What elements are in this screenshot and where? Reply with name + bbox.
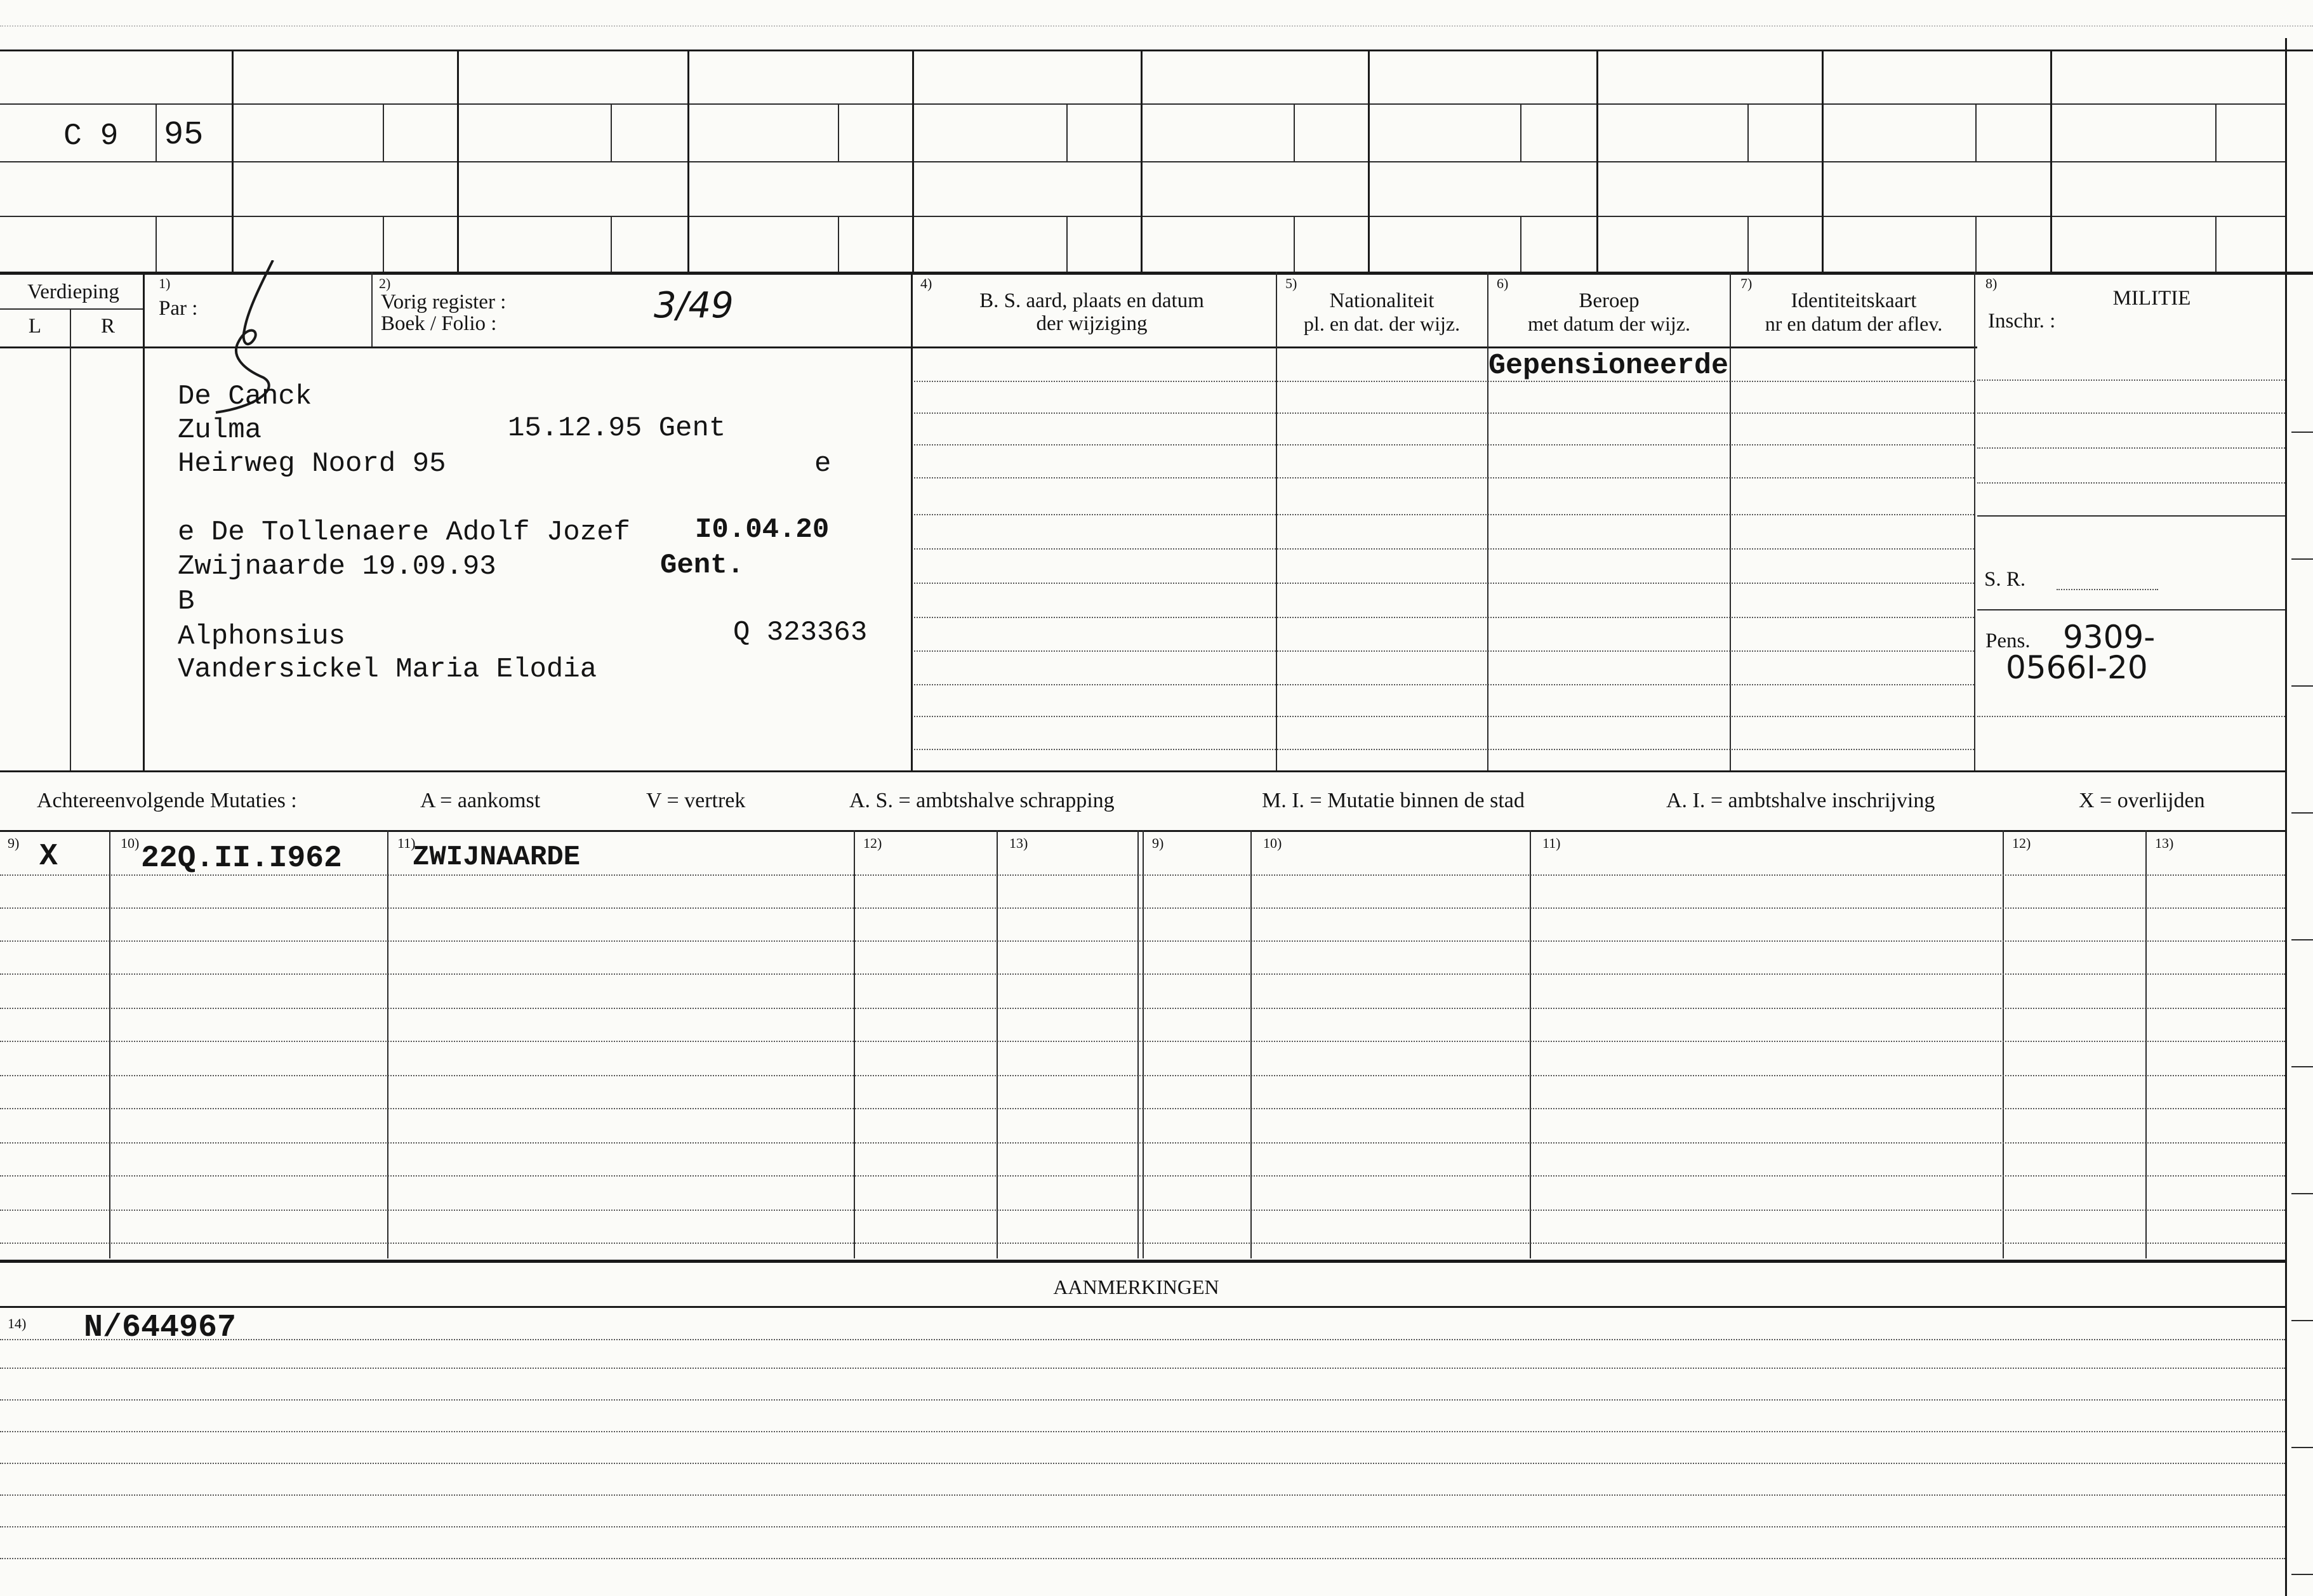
index-grid-row3 bbox=[0, 216, 2285, 217]
beroep-line2: met datum der wijz. bbox=[1528, 312, 1690, 335]
index-grid-top bbox=[0, 49, 2313, 51]
remarks-row-line bbox=[0, 1526, 2285, 1527]
index-subcol bbox=[1975, 216, 1977, 272]
mut-row-line bbox=[0, 1008, 2285, 1009]
mut-num-11b: 11) bbox=[1542, 835, 1561, 851]
index-col bbox=[2285, 38, 2287, 273]
identiteitskaart-line1: Identiteitskaart bbox=[1791, 289, 1917, 312]
index-col bbox=[687, 49, 689, 272]
remarks-row-line bbox=[0, 1339, 2285, 1340]
par-col-right bbox=[371, 272, 373, 346]
person-section-bottom bbox=[0, 770, 2285, 772]
col-num-8: 8) bbox=[1985, 275, 1998, 291]
person-mark-e: e bbox=[814, 448, 832, 480]
index-subcol bbox=[2215, 103, 2217, 161]
floor-left-label: L bbox=[28, 315, 42, 338]
col-num-2: 2) bbox=[379, 275, 391, 291]
entry-row-line bbox=[914, 716, 1974, 717]
folio-value: 3/49 bbox=[654, 285, 734, 326]
index-grid-row1 bbox=[0, 103, 2285, 105]
mut-num-10b: 10) bbox=[1263, 835, 1282, 851]
index-col bbox=[1596, 49, 1598, 272]
mother-name: Vandersickel Maria Elodia bbox=[178, 654, 597, 685]
mut-row-line bbox=[0, 1243, 2285, 1244]
legend-title: Achtereenvolgende Mutaties : bbox=[37, 789, 297, 812]
index-col bbox=[912, 49, 914, 272]
pens-number-line2: 0566I-20 bbox=[2006, 649, 2148, 686]
index-subcol bbox=[838, 103, 839, 161]
header-bottom-rule bbox=[0, 346, 1977, 348]
index-code: C 9 bbox=[63, 119, 119, 154]
edge-tick bbox=[2291, 1447, 2313, 1448]
entry-row-line bbox=[914, 381, 1974, 382]
entry-row-line bbox=[914, 617, 1974, 618]
mut-row-line bbox=[0, 1041, 2285, 1042]
id-code: Q 323363 bbox=[733, 617, 868, 649]
bs-header-line2: der wijziging bbox=[1036, 312, 1148, 335]
legend-overlijden: X = overlijden bbox=[2079, 789, 2205, 812]
mutation-place: ZWIJNAARDE bbox=[413, 841, 581, 873]
remarks-top bbox=[0, 1260, 2285, 1263]
boek-folio-label: Boek / Folio : bbox=[381, 312, 497, 335]
edge-tick bbox=[2291, 1193, 2313, 1194]
mut-col bbox=[997, 830, 998, 1258]
index-grid-row2 bbox=[0, 161, 2285, 162]
remarks-row-line bbox=[0, 1368, 2285, 1369]
letter-b: B bbox=[178, 586, 195, 617]
edge-tick bbox=[2291, 812, 2313, 814]
col-num-4: 4) bbox=[920, 275, 932, 291]
index-subcol bbox=[1294, 103, 1295, 161]
nat-col-right bbox=[1487, 272, 1488, 770]
pens-box-top bbox=[1977, 609, 2285, 610]
legend-schrapping: A. S. = ambtshalve schrapping bbox=[849, 789, 1115, 812]
mut-num-9: 9) bbox=[8, 835, 20, 851]
bs-header-line1: B. S. aard, plaats en datum bbox=[979, 289, 1204, 312]
index-subcol bbox=[611, 216, 612, 272]
mut-num-10: 10) bbox=[121, 835, 140, 851]
index-subcol bbox=[1520, 216, 1521, 272]
mut-col-double-a bbox=[1137, 830, 1139, 1258]
mut-row-line bbox=[0, 1210, 2285, 1211]
mut-row-line bbox=[0, 1075, 2285, 1076]
person-firstname: Zulma bbox=[178, 414, 262, 446]
entry-row-line bbox=[914, 749, 1974, 750]
index-subcol bbox=[1975, 103, 1977, 161]
person-address: Heirweg Noord 95 bbox=[178, 448, 446, 480]
sr-label: S. R. bbox=[1984, 568, 2026, 591]
militie-label: MILITIE bbox=[2112, 287, 2191, 310]
index-subcol bbox=[156, 103, 157, 161]
index-subcol bbox=[1066, 103, 1068, 161]
index-number: 95 bbox=[164, 116, 204, 154]
entry-row-line bbox=[914, 412, 1974, 414]
vorig-register-label: Vorig register : bbox=[381, 291, 507, 313]
mut-row-line bbox=[0, 1142, 2285, 1144]
index-col bbox=[457, 49, 459, 272]
mut-col bbox=[109, 830, 110, 1258]
par-label: Par : bbox=[159, 297, 198, 320]
remarks-row-line bbox=[0, 1494, 2285, 1496]
index-col bbox=[232, 49, 234, 272]
person-birth: 15.12.95 Gent bbox=[508, 412, 726, 444]
edge-tick bbox=[2291, 939, 2313, 940]
mut-num-9b: 9) bbox=[1152, 835, 1164, 851]
mut-col bbox=[2145, 830, 2147, 1258]
index-col bbox=[1822, 49, 1824, 272]
remarks-row-line bbox=[0, 1463, 2285, 1464]
floor-right-label: R bbox=[100, 315, 115, 338]
mut-row-line bbox=[0, 907, 2285, 909]
index-subcol bbox=[383, 216, 384, 272]
remarks-title: AANMERKINGEN bbox=[1053, 1276, 1219, 1298]
index-subcol bbox=[1747, 103, 1749, 161]
militie-row-line bbox=[1977, 447, 2285, 449]
verdieping-split bbox=[0, 308, 143, 310]
edge-tick bbox=[2291, 1574, 2313, 1575]
nationaliteit-line2: pl. en dat. der wijz. bbox=[1303, 312, 1461, 335]
father-name: Alphonsius bbox=[178, 621, 346, 652]
index-subcol bbox=[1747, 216, 1749, 272]
beroep-col-right bbox=[1730, 272, 1731, 770]
edge-tick bbox=[2291, 685, 2313, 687]
edge-tick bbox=[2291, 1066, 2313, 1067]
mut-col bbox=[1250, 830, 1252, 1258]
mut-row-line bbox=[0, 1175, 2285, 1177]
entry-row-line bbox=[914, 477, 1974, 478]
militie-row-line bbox=[1977, 412, 2285, 414]
mut-col-double-b bbox=[1143, 830, 1144, 1258]
mut-num-12b: 12) bbox=[2012, 835, 2031, 851]
mut-num-13: 13) bbox=[1009, 835, 1028, 851]
mut-col bbox=[2003, 830, 2004, 1258]
person-col-right bbox=[911, 272, 913, 770]
militie-row-line bbox=[1977, 716, 2285, 717]
legend-mutatie: M. I. = Mutatie binnen de stad bbox=[1262, 789, 1525, 812]
edge-tick bbox=[2291, 1320, 2313, 1321]
entry-row-line bbox=[914, 444, 1974, 445]
index-col bbox=[2050, 49, 2052, 272]
entry-row-line bbox=[914, 514, 1974, 515]
identiteitskaart-line2: nr en datum der aflev. bbox=[1765, 312, 1943, 335]
mut-num-12: 12) bbox=[863, 835, 882, 851]
edge-tick bbox=[2291, 432, 2313, 433]
pens-number-line1: 9309- bbox=[2063, 619, 2156, 656]
legend-inschrijving: A. I. = ambtshalve inschrijving bbox=[1666, 789, 1935, 812]
mut-num-13b: 13) bbox=[2155, 835, 2174, 851]
mut-row-line bbox=[0, 874, 2285, 876]
spouse-name: e De Tollenaere Adolf Jozef bbox=[178, 517, 630, 548]
spouse-birth: Zwijnaarde 19.09.93 bbox=[178, 551, 496, 583]
mutation-type: X bbox=[39, 840, 58, 874]
index-subcol bbox=[383, 103, 384, 161]
verdieping-label: Verdieping bbox=[27, 280, 119, 303]
mut-col bbox=[854, 830, 855, 1258]
militie-row-line bbox=[1977, 482, 2285, 484]
index-col bbox=[1368, 49, 1370, 272]
floor-col-split bbox=[70, 308, 71, 770]
sr-dotted-line bbox=[2057, 589, 2158, 590]
militie-row-line bbox=[1977, 379, 2285, 381]
pens-label: Pens. bbox=[1985, 630, 2031, 652]
index-col bbox=[1141, 49, 1143, 272]
inschr-label: Inschr. : bbox=[1988, 310, 2056, 333]
mut-row-line bbox=[0, 973, 2285, 975]
remarks-value: N/644967 bbox=[84, 1310, 237, 1346]
mut-col bbox=[387, 830, 388, 1258]
bs-col-right bbox=[1276, 272, 1277, 770]
index-subcol bbox=[1294, 216, 1295, 272]
col-num-6: 6) bbox=[1497, 275, 1509, 291]
beroep-line1: Beroep bbox=[1579, 289, 1640, 312]
id-col-right bbox=[1974, 272, 1975, 770]
mutation-date: 22Q.II.I962 bbox=[141, 841, 342, 876]
mut-num-11: 11) bbox=[397, 835, 416, 851]
col-num-5: 5) bbox=[1285, 275, 1297, 291]
mut-row-line bbox=[0, 940, 2285, 942]
index-subcol bbox=[838, 216, 839, 272]
card-right-edge bbox=[2285, 272, 2287, 1596]
entry-row-line bbox=[914, 684, 1974, 685]
entry-row-line bbox=[914, 583, 1974, 584]
person-surname: De Canck bbox=[178, 381, 312, 412]
floor-col-right bbox=[143, 272, 145, 770]
spouse-date: I0.04.20 bbox=[695, 514, 830, 546]
index-subcol bbox=[2215, 216, 2217, 272]
index-subcol bbox=[156, 216, 157, 272]
remarks-num-14: 14) bbox=[8, 1316, 27, 1331]
index-subcol bbox=[1066, 216, 1068, 272]
entry-row-line bbox=[914, 650, 1974, 652]
spouse-place: Gent. bbox=[660, 550, 745, 581]
index-subcol bbox=[611, 103, 612, 161]
militie-box-top bbox=[1977, 515, 2285, 517]
legend-aankomst: A = aankomst bbox=[420, 789, 541, 812]
index-subcol bbox=[1520, 103, 1521, 161]
beroep-value: Gepensioneerde bbox=[1488, 350, 1729, 382]
legend-vertrek: V = vertrek bbox=[646, 789, 746, 812]
header-top-rule bbox=[0, 272, 2313, 275]
scan-artifact-line bbox=[0, 25, 2313, 27]
remarks-title-rule bbox=[0, 1306, 2285, 1308]
remarks-row-line bbox=[0, 1431, 2285, 1432]
entry-row-line bbox=[914, 548, 1974, 550]
remarks-row-line bbox=[0, 1558, 2285, 1559]
nationaliteit-line1: Nationaliteit bbox=[1329, 289, 1435, 312]
col-num-1: 1) bbox=[159, 275, 171, 291]
remarks-row-line bbox=[0, 1399, 2285, 1401]
mut-col bbox=[1530, 830, 1531, 1258]
edge-tick bbox=[2291, 558, 2313, 560]
col-num-7: 7) bbox=[1740, 275, 1753, 291]
mut-row-line bbox=[0, 1108, 2285, 1109]
